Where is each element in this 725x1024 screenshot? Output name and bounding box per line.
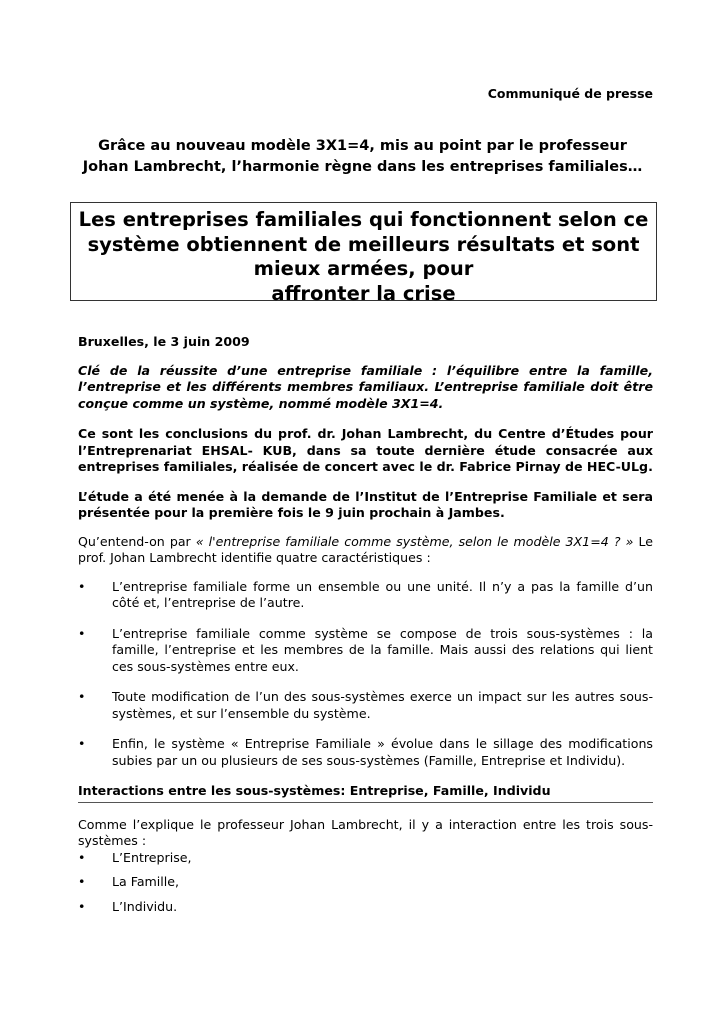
press-release-label: Communiqué de presse — [487, 86, 653, 101]
bullet-icon: • — [78, 736, 86, 751]
list-item-text: L’Entreprise, — [112, 849, 192, 865]
list-item — [78, 626, 653, 676]
headline — [71, 203, 656, 306]
list-item — [78, 689, 653, 722]
intro-paragraph: Clé de la réussite d’une entreprise familiale : l’équilibre entre la famille, l’entreprise et les différents membres familiaux. L’entreprise familiale doit être conçue comme un système, nommé modèle 3X1=4. — [78, 362, 653, 411]
dateline: Bruxelles, le 3 juin 2009 — [78, 334, 250, 349]
list-item — [78, 579, 653, 612]
study-paragraph: L’étude a été menée à la demande de l’Institut de l’Entreprise Familiale et sera présentée pour la première fois le 9 juin prochain à Jambes. — [78, 488, 653, 520]
bullet-icon: • — [78, 689, 86, 704]
interaction-paragraph: Comme l’explique le professeur Johan Lambrecht, il y a interaction entre les trois sous-systèmes : — [78, 816, 653, 848]
question-paragraph — [78, 534, 653, 567]
list-item-text: Toute modification de l’un des sous-systèmes exerce un impact sur les autres sous-systèmes, et sur l’ensemble du système. — [112, 689, 653, 721]
question-prefix: Qu’entend-on par — [78, 533, 196, 549]
list-item — [78, 899, 653, 916]
bullet-icon: • — [78, 874, 86, 889]
subtitle — [70, 136, 655, 178]
headline-box — [70, 202, 657, 305]
list-item-text: La Famille, — [112, 874, 180, 889]
list-item-text: L’entreprise familiale comme système se compose de trois sous-systèmes : la famille, l’entreprise et les membres de la famille. Mais aussi des relations qui lient ces sous-systèmes entre eux. — [112, 625, 653, 674]
list-item-text: Enfin, le système « Entreprise Familiale » évolue dans le sillage des modifications subies par un ou plusieurs de ses sous-systèmes (Famille, Entreprise et Individu). — [112, 736, 653, 768]
headline-line: mieux armées, pour — [253, 257, 474, 280]
headline-line: Les entreprises familiales qui fonctionnent selon ce — [78, 208, 649, 231]
bullet-icon: • — [78, 898, 86, 914]
bullet-icon: • — [78, 849, 86, 865]
subtitle-line: Grâce au nouveau modèle 3X1=4, mis au point par le professeur — [98, 138, 627, 154]
question-quote: « l'entreprise familiale comme système, selon le modèle 3X1=4 ? » — [195, 533, 634, 549]
conclusions-paragraph: Ce sont les conclusions du prof. dr. Johan Lambrecht, du Centre d’Études pour l’Entreprenariat EHSAL- KUB, dans sa toute dernière étude consacrée aux entreprises familiales, réalisée de concert avec le dr. Fabrice Pirnay de HEC-ULg. — [78, 426, 653, 474]
characteristics-list — [78, 579, 653, 770]
section-heading: Interactions entre les sous-systèmes: Entreprise, Famille, Individu — [78, 783, 653, 803]
list-item — [78, 736, 653, 769]
headline-line: système obtiennent de meilleurs résultats et sont — [87, 232, 640, 256]
subtitle-line: Johan Lambrecht, l’harmonie règne dans les entreprises familiales… — [82, 159, 643, 175]
list-item — [78, 850, 653, 867]
list-item-text: L’entreprise familiale forme un ensemble ou une unité. Il n’y a pas la famille d’un côté et, l’entreprise de l’autre. — [112, 578, 653, 610]
question-suffix: Le prof. Johan Lambrecht identifie quatre caractéristiques : — [78, 533, 653, 565]
list-item-text: L’Individu. — [112, 898, 178, 914]
subsystems-list — [78, 850, 653, 916]
article-body — [78, 334, 653, 923]
bullet-icon: • — [78, 578, 86, 594]
bullet-icon: • — [78, 625, 86, 641]
headline-line: affronter la crise — [271, 281, 456, 305]
list-item — [78, 874, 653, 891]
